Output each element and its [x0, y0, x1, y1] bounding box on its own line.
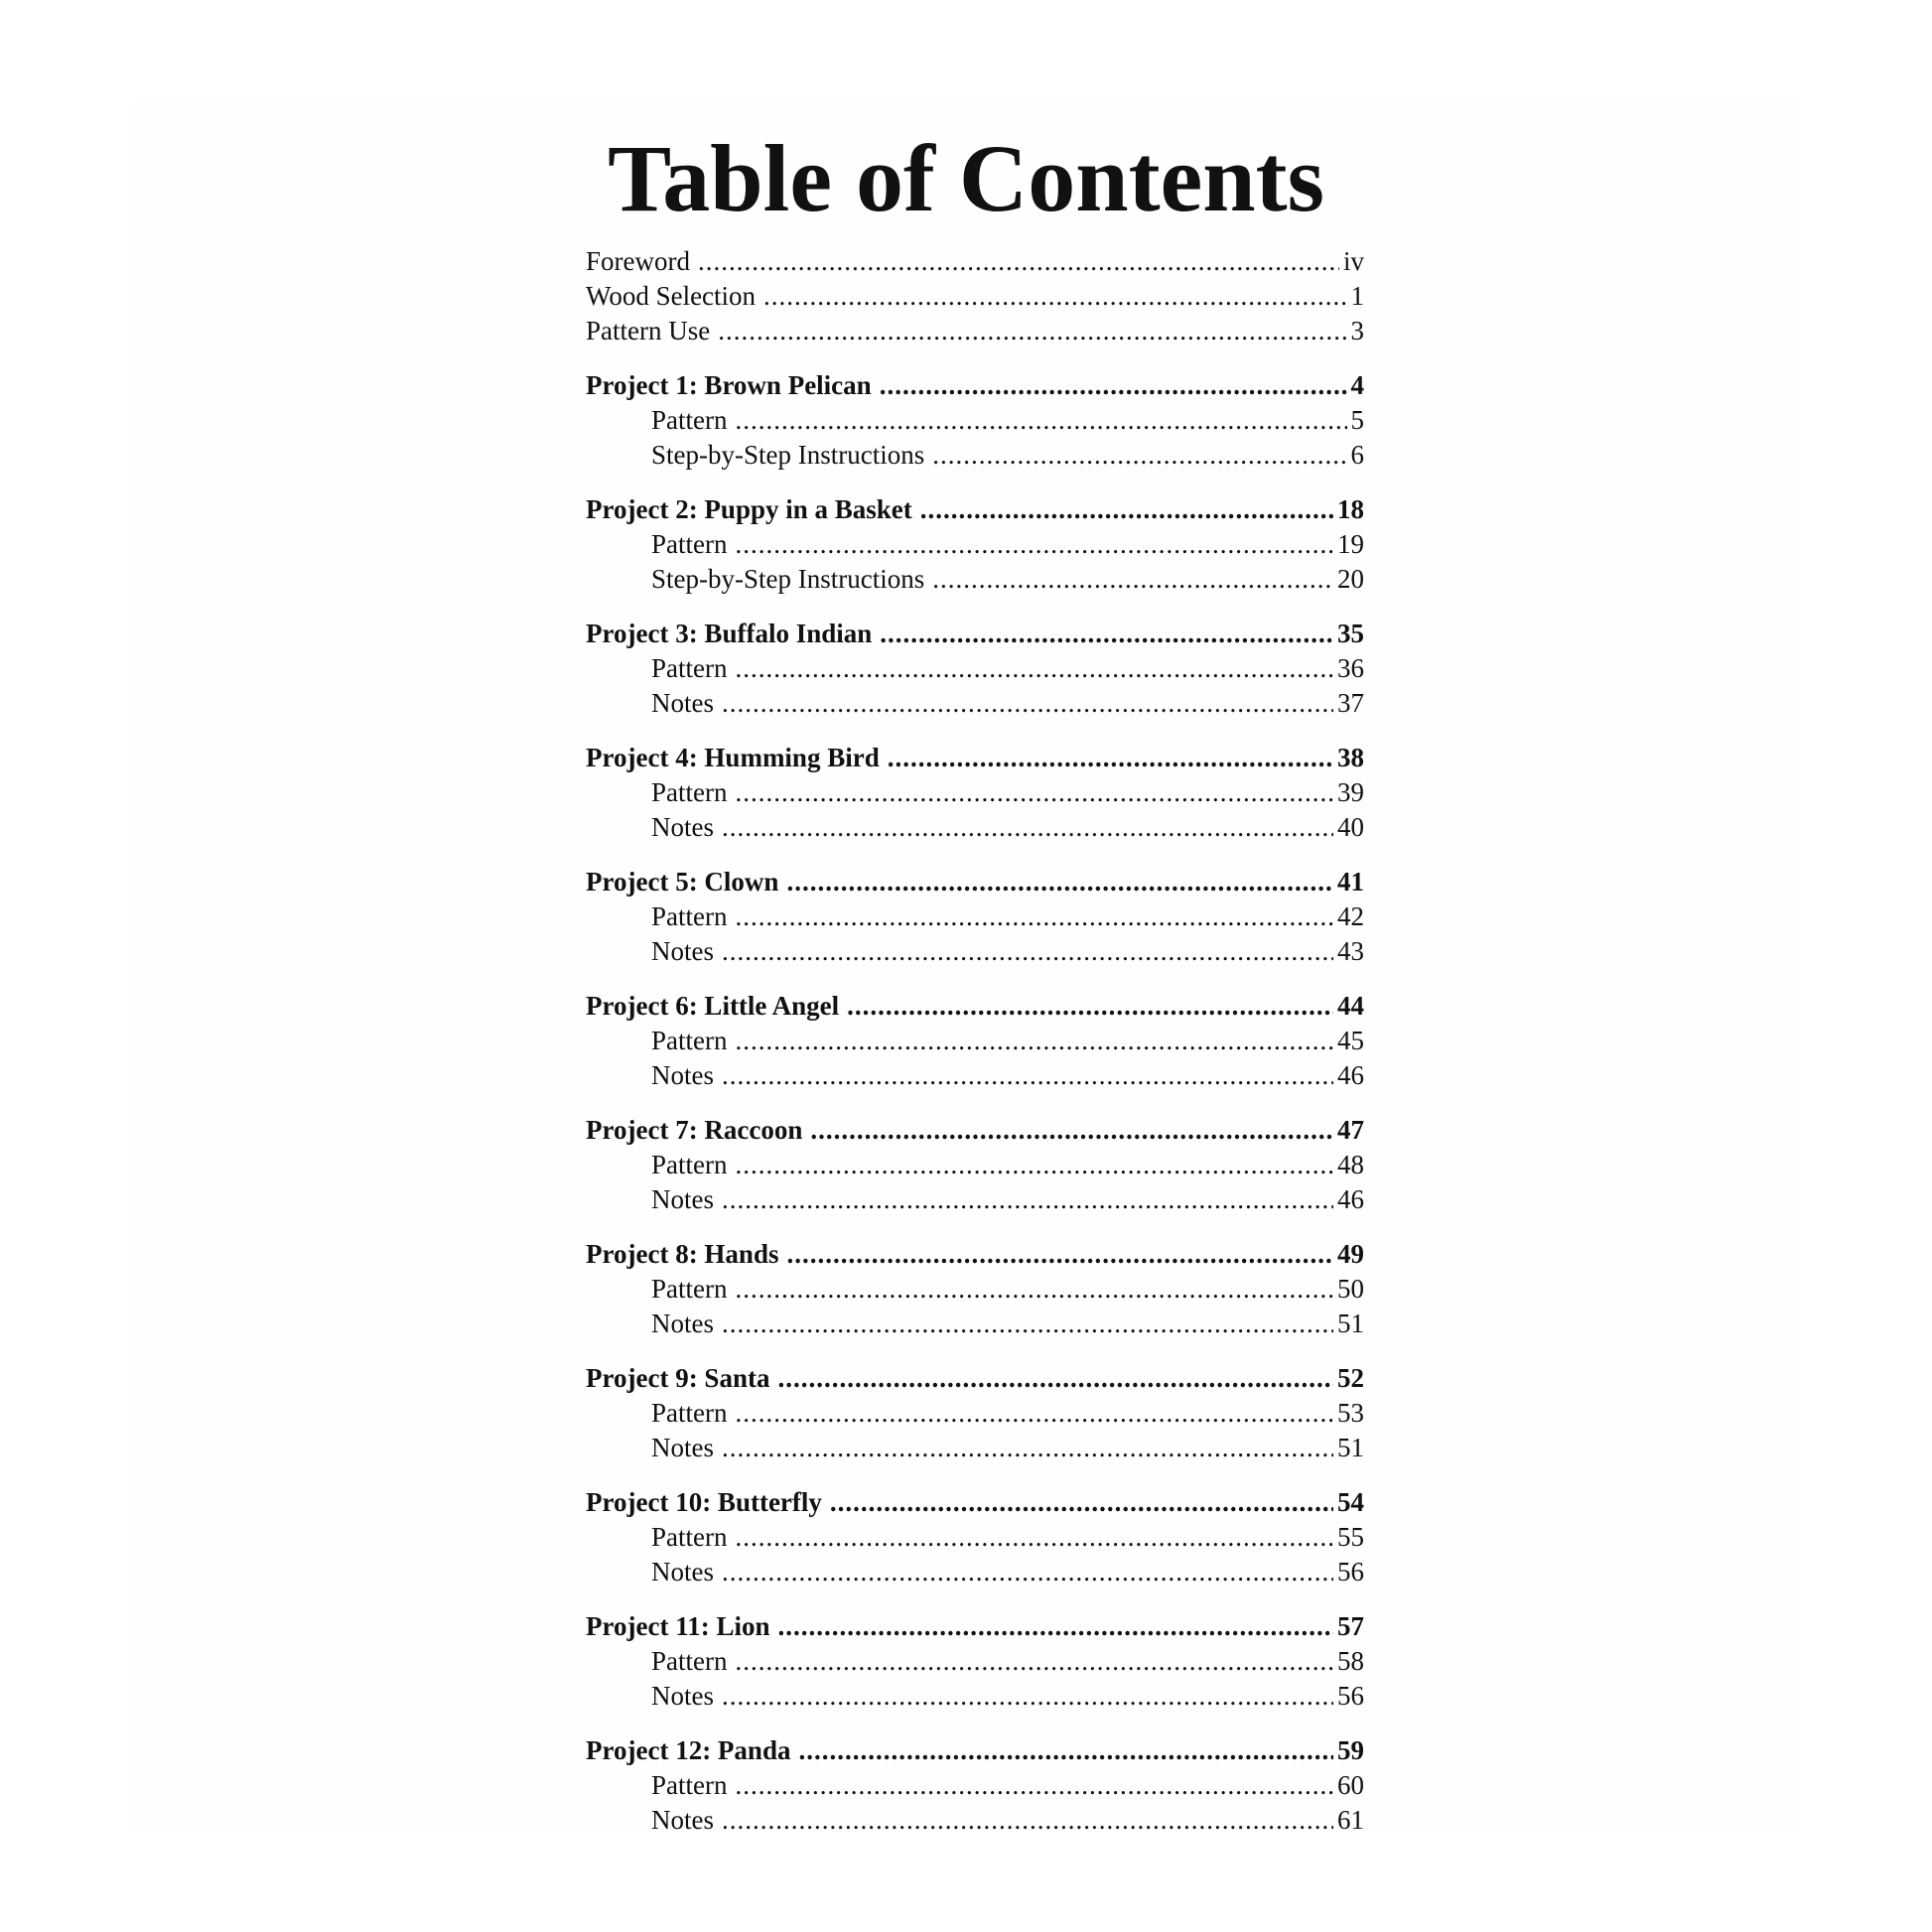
toc-project-title: Project 2: Puppy in a Basket	[586, 494, 912, 524]
toc-project-2[interactable]	[586, 492, 1364, 527]
dot-leader	[722, 1803, 1333, 1838]
dot-leader	[847, 989, 1333, 1024]
dot-leader	[735, 527, 1333, 562]
toc-subentry[interactable]	[586, 1555, 1364, 1589]
dot-leader	[888, 741, 1333, 775]
toc-page-number: 40	[1337, 812, 1364, 842]
toc-page-number: 52	[1337, 1363, 1364, 1393]
toc-subentry[interactable]	[586, 775, 1364, 810]
dot-leader	[763, 279, 1346, 314]
toc-subentry-label: Pattern	[651, 1026, 728, 1055]
toc-page-number: 47	[1337, 1115, 1364, 1145]
dot-leader	[735, 1148, 1333, 1182]
dot-leader	[798, 1733, 1333, 1768]
toc-project-12[interactable]	[586, 1733, 1364, 1768]
toc-subentry[interactable]	[586, 1644, 1364, 1679]
dot-leader	[722, 1058, 1333, 1093]
toc-page-number: 37	[1337, 688, 1364, 718]
toc-page-number: 18	[1337, 494, 1364, 524]
toc-subentry[interactable]	[586, 934, 1364, 969]
toc-entry-label: Pattern Use	[586, 316, 711, 345]
dot-leader	[735, 1272, 1333, 1307]
toc-project-title: Project 9: Santa	[586, 1363, 770, 1393]
dot-leader	[722, 1182, 1333, 1217]
toc-page-number: 41	[1337, 867, 1364, 897]
toc-entry-pattern-use[interactable]	[586, 314, 1364, 348]
toc-subentry[interactable]	[586, 1024, 1364, 1058]
toc-project-7[interactable]	[586, 1113, 1364, 1148]
toc-project-title: Project 1: Brown Pelican	[586, 370, 872, 400]
toc-subentry[interactable]	[586, 1307, 1364, 1341]
toc-subentry[interactable]	[586, 651, 1364, 686]
toc-page-number: 50	[1337, 1274, 1364, 1304]
dot-leader	[735, 1644, 1333, 1679]
dot-leader	[735, 651, 1333, 686]
toc-subentry[interactable]	[586, 1431, 1364, 1465]
toc-subentry[interactable]	[586, 810, 1364, 845]
toc-page-number: 42	[1337, 901, 1364, 931]
dot-leader	[735, 1024, 1333, 1058]
toc-entry-wood-selection[interactable]	[586, 279, 1364, 314]
toc-page-number: 6	[1350, 440, 1364, 470]
dot-leader	[735, 1768, 1333, 1803]
dot-leader	[810, 1113, 1333, 1148]
toc-subentry[interactable]	[586, 1803, 1364, 1838]
toc-page-number: 49	[1337, 1239, 1364, 1269]
toc-page-number: 56	[1337, 1681, 1364, 1711]
toc-subentry-label: Pattern	[651, 1274, 728, 1304]
toc-project-title: Project 12: Panda	[586, 1735, 791, 1765]
dot-leader	[722, 1555, 1333, 1589]
toc-page-number: 51	[1337, 1309, 1364, 1338]
toc-subentry[interactable]	[586, 899, 1364, 934]
dot-leader	[722, 686, 1333, 721]
toc-subentry-label: Notes	[651, 812, 714, 842]
toc-project-4[interactable]	[586, 741, 1364, 775]
dot-leader	[735, 1520, 1333, 1555]
dot-leader	[786, 865, 1333, 899]
toc-page-number: 38	[1337, 743, 1364, 772]
dot-leader	[932, 562, 1333, 597]
toc-entry-label: Foreword	[586, 246, 690, 276]
toc-entry-label: Wood Selection	[586, 281, 757, 311]
toc-page-number: 36	[1337, 653, 1364, 683]
dot-leader	[735, 403, 1346, 438]
table-of-contents	[586, 244, 1364, 1838]
toc-project-1[interactable]	[586, 368, 1364, 403]
toc-project-5[interactable]	[586, 865, 1364, 899]
toc-subentry-label: Notes	[651, 1184, 714, 1214]
toc-project-10[interactable]	[586, 1485, 1364, 1520]
toc-subentry[interactable]	[586, 438, 1364, 473]
toc-page-number: 61	[1337, 1805, 1364, 1835]
toc-project-title: Project 5: Clown	[586, 867, 779, 897]
toc-subentry[interactable]	[586, 686, 1364, 721]
toc-subentry-label: Step-by-Step Instructions	[651, 564, 925, 594]
dot-leader	[722, 1307, 1333, 1341]
toc-subentry-label: Pattern	[651, 1770, 728, 1800]
toc-project-title: Project 3: Buffalo Indian	[586, 619, 873, 648]
toc-page-number: 43	[1337, 936, 1364, 966]
dot-leader	[920, 492, 1333, 527]
toc-entry-foreword[interactable]	[586, 244, 1364, 279]
toc-subentry[interactable]	[586, 1768, 1364, 1803]
toc-subentry-label: Step-by-Step Instructions	[651, 440, 925, 470]
toc-page-number: 58	[1337, 1646, 1364, 1676]
toc-page-number: 35	[1337, 619, 1364, 648]
toc-page-number: 46	[1337, 1060, 1364, 1090]
toc-subentry[interactable]	[586, 1272, 1364, 1307]
toc-page-number: 46	[1337, 1184, 1364, 1214]
toc-subentry-label: Notes	[651, 688, 714, 718]
toc-project-title: Project 10: Butterfly	[586, 1487, 822, 1517]
dot-leader	[722, 1431, 1333, 1465]
toc-project-8[interactable]	[586, 1237, 1364, 1272]
toc-subentry[interactable]	[586, 1396, 1364, 1431]
toc-subentry-label: Notes	[651, 1309, 714, 1338]
page-title: Table of Contents	[608, 125, 1324, 231]
toc-subentry-label: Pattern	[651, 1398, 728, 1428]
toc-subentry[interactable]	[586, 1520, 1364, 1555]
toc-page-number: 48	[1337, 1150, 1364, 1179]
toc-subentry-label: Notes	[651, 936, 714, 966]
toc-project-3[interactable]	[586, 617, 1364, 651]
toc-subentry-label: Pattern	[651, 1646, 728, 1676]
toc-subentry-label: Pattern	[651, 777, 728, 807]
dot-leader	[830, 1485, 1333, 1520]
toc-subentry-label: Pattern	[651, 1522, 728, 1552]
dot-leader	[880, 368, 1347, 403]
toc-page-number: 53	[1337, 1398, 1364, 1428]
toc-page-number: 45	[1337, 1026, 1364, 1055]
dot-leader	[932, 438, 1346, 473]
toc-subentry[interactable]	[586, 403, 1364, 438]
dot-leader	[786, 1237, 1333, 1272]
toc-page-number: 39	[1337, 777, 1364, 807]
dot-leader	[880, 617, 1333, 651]
toc-page-number: 55	[1337, 1522, 1364, 1552]
toc-project-title: Project 11: Lion	[586, 1611, 770, 1641]
dot-leader	[722, 1679, 1333, 1714]
dot-leader	[698, 244, 1339, 279]
toc-page-number: 1	[1350, 281, 1364, 311]
toc-subentry[interactable]	[586, 527, 1364, 562]
toc-page-number: 4	[1350, 370, 1364, 400]
dot-leader	[718, 314, 1346, 348]
toc-subentry-label: Pattern	[651, 1150, 728, 1179]
toc-subentry[interactable]	[586, 1148, 1364, 1182]
toc-page-number: 5	[1350, 405, 1364, 435]
toc-page-number: 59	[1337, 1735, 1364, 1765]
toc-page-number: 44	[1337, 991, 1364, 1021]
toc-subentry-label: Pattern	[651, 405, 728, 435]
toc-project-title: Project 4: Humming Bird	[586, 743, 880, 772]
toc-subentry-label: Pattern	[651, 529, 728, 559]
toc-project-title: Project 8: Hands	[586, 1239, 779, 1269]
toc-page-number: 51	[1337, 1433, 1364, 1462]
dot-leader	[735, 775, 1333, 810]
toc-subentry[interactable]	[586, 1679, 1364, 1714]
toc-subentry-label: Pattern	[651, 901, 728, 931]
toc-project-title: Project 6: Little Angel	[586, 991, 840, 1021]
toc-subentry-label: Notes	[651, 1681, 714, 1711]
dot-leader	[735, 899, 1333, 934]
dot-leader	[722, 934, 1333, 969]
toc-page-number: 3	[1350, 316, 1364, 345]
toc-subentry[interactable]	[586, 1058, 1364, 1093]
toc-page-number: 60	[1337, 1770, 1364, 1800]
dot-leader	[735, 1396, 1333, 1431]
toc-project-title: Project 7: Raccoon	[586, 1115, 803, 1145]
toc-project-9[interactable]	[586, 1361, 1364, 1396]
toc-page-number: 19	[1337, 529, 1364, 559]
dot-leader	[722, 810, 1333, 845]
toc-subentry-label: Notes	[651, 1433, 714, 1462]
toc-page-number: 57	[1337, 1611, 1364, 1641]
toc-subentry-label: Notes	[651, 1557, 714, 1587]
toc-page-number: iv	[1342, 246, 1364, 276]
toc-project-11[interactable]	[586, 1609, 1364, 1644]
toc-subentry-label: Notes	[651, 1805, 714, 1835]
toc-subentry-label: Notes	[651, 1060, 714, 1090]
toc-subentry[interactable]	[586, 1182, 1364, 1217]
toc-page-number: 54	[1337, 1487, 1364, 1517]
toc-page-number: 56	[1337, 1557, 1364, 1587]
toc-subentry[interactable]	[586, 562, 1364, 597]
dot-leader	[777, 1609, 1333, 1644]
toc-subentry-label: Pattern	[651, 653, 728, 683]
dot-leader	[777, 1361, 1333, 1396]
toc-page-number: 20	[1337, 564, 1364, 594]
toc-project-6[interactable]	[586, 989, 1364, 1024]
